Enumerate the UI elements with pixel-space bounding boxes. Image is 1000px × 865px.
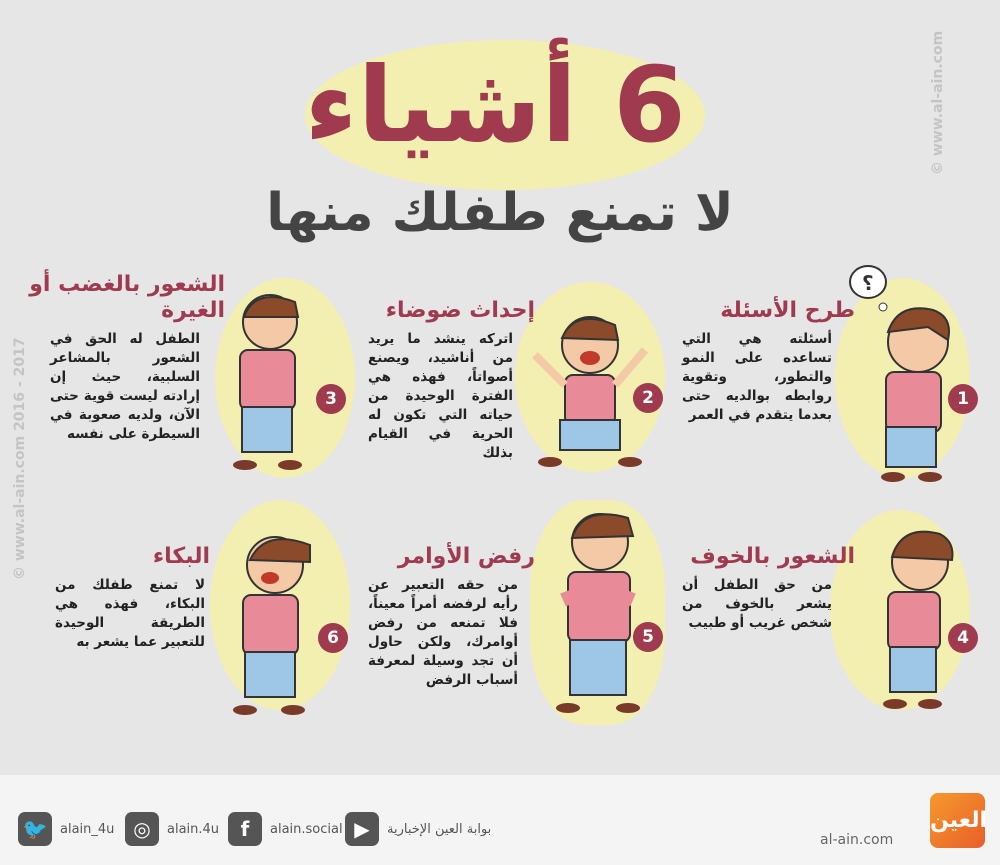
- item-4-number-badge: 4: [948, 623, 978, 653]
- brand-logo: العين: [930, 793, 985, 848]
- child-refusing-icon: [538, 500, 658, 720]
- child-crying-icon: [215, 520, 335, 720]
- item-4-text: من حق الطفل أن يشعر بالخوف من شخص غريب أو طبيب: [682, 577, 832, 631]
- instagram-link[interactable]: [125, 812, 219, 846]
- item-5-text: من حقه التعبير عن رأيه لرفضه أمراً معيناً، فلا تمنعه من رفض أوامرك، ولكن حاول أن تجد وسيلة لمعرفة أسباب الرفض: [368, 577, 518, 688]
- site-url[interactable]: al-ain.com: [820, 832, 894, 848]
- youtube-channel: بوابة العين الإخبارية: [387, 821, 492, 837]
- child-angry-icon: [210, 282, 330, 477]
- youtube-icon: ▶: [345, 812, 379, 846]
- item-1-text: أسئلته هي التي تساعده على النمو والتطور، وتقوية روابطه بوالديه حتى بعدما يتقدم في العمر: [682, 331, 832, 423]
- child-thinking-icon: [838, 262, 968, 487]
- child-scared-icon: [840, 512, 965, 712]
- item-3-text: الطفل له الحق في الشعور بالمشاعر السلبية، حيث إن إرادته ليست قوية حتى الآن، ولديه صعوبة في السيطرة على نفسه: [50, 331, 200, 442]
- facebook-link[interactable]: [228, 812, 343, 846]
- watermark-left: © www.al-ain.com 2016 - 2017: [12, 337, 28, 580]
- item-5-number-badge: 5: [633, 622, 663, 652]
- item-3-heading: الشعور بالغضب أو الغيرة: [29, 272, 225, 323]
- item-1-heading: طرح الأسئلة: [720, 298, 855, 323]
- svg-text:؟: ؟: [862, 271, 874, 295]
- page-subtitle: لا تمنع طفلك منها: [266, 183, 734, 243]
- item-2-text: اتركه ينشد ما يريد من أناشيد، ويصنع أصواتاً، فهذه هي الفترة الوحيدة من حياته التي تكون له الحرية في القيام بذلك: [368, 331, 513, 461]
- page-title: 6 أشياء: [304, 44, 686, 166]
- item-3-number-badge: 3: [316, 384, 346, 414]
- facebook-icon: f: [228, 812, 262, 846]
- facebook-handle: alain.social: [270, 821, 343, 837]
- item-6-number-badge: 6: [318, 623, 348, 653]
- twitter-icon: 🐦: [18, 812, 52, 846]
- item-2-heading: إحداث ضوضاء: [385, 298, 535, 323]
- twitter-handle: alain_4u: [60, 821, 115, 837]
- youtube-link[interactable]: [345, 812, 491, 846]
- instagram-handle: alain.4u: [167, 821, 220, 837]
- item-5-heading: رفض الأوامر: [397, 544, 535, 569]
- twitter-link[interactable]: [18, 812, 114, 846]
- item-4-heading: الشعور بالخوف: [690, 544, 855, 569]
- instagram-icon: ◎: [125, 812, 159, 846]
- watermark-right: © www.al-ain.com: [930, 30, 946, 175]
- item-6-heading: البكاء: [152, 544, 210, 569]
- item-1-number-badge: 1: [948, 384, 978, 414]
- item-6-text: لا تمنع طفلك من البكاء، فهذه هي الطريقة الوحيدة للتعبير عما يشعر به: [55, 577, 205, 650]
- item-2-number-badge: 2: [633, 383, 663, 413]
